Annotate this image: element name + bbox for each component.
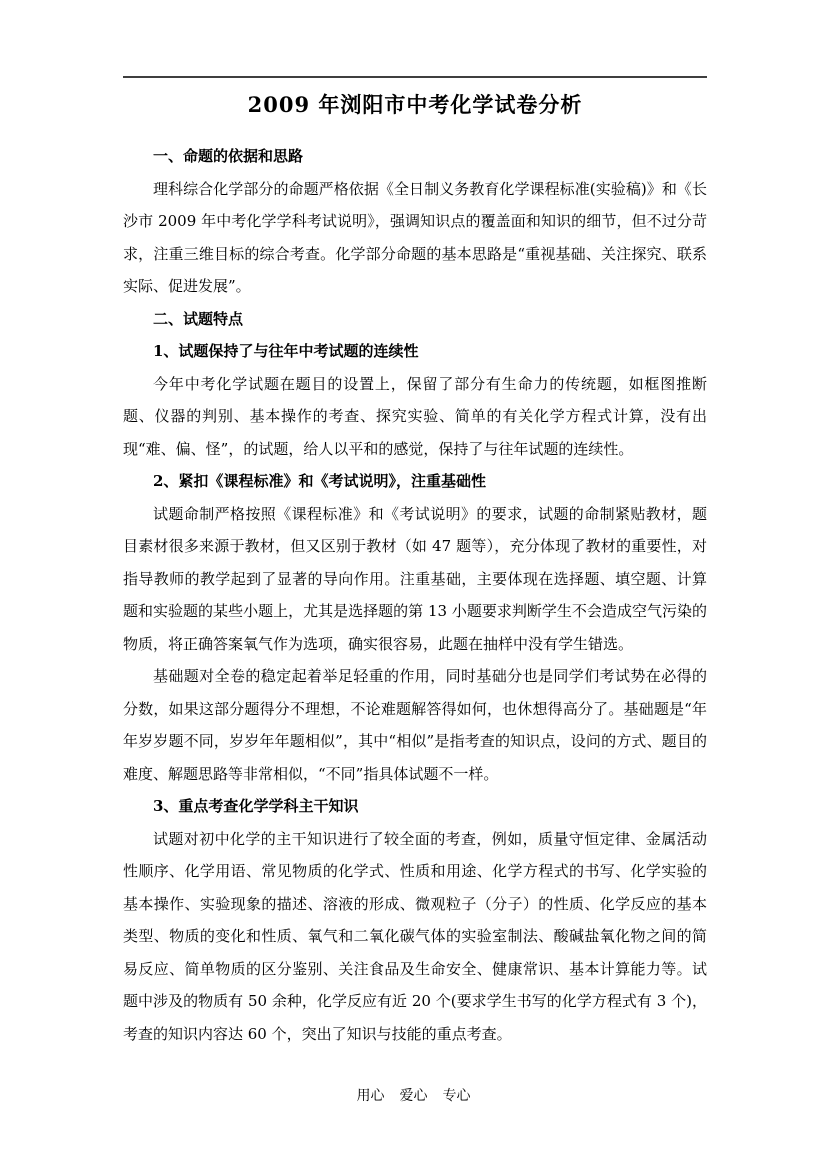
- paragraph-basis: 理科综合化学部分的命题严格依据《全日制义务教育化学课程标准(实验稿)》和《长沙市 2009 年中考化学学科考试说明》，强调知识点的覆盖面和知识的细节，但不过分苛求，注重三维目标的综合考查。化学部分命题的基本思路是“重视基础、关注探究、联系实际、促进发展”。: [123, 179, 707, 295]
- paragraph-feature-2a: 试题命制严格按照《课程标准》和《考试说明》的要求，试题的命制紧贴教材，题目素材很多来源于教材，但又区别于教材（如 47 题等），充分体现了教材的重要性，对指导教师的教学起到了显著的导向作用。注重基础，主要体现在选择题、填空题、计算题和实验题的某些小题上，尤其是选择题的第 13 小题要求判断学生不会造成空气污染的物质，将正确答案氧气作为选项，确实很容易，此题在抽样中没有学生错选。: [123, 504, 707, 653]
- footer-item-aixin: 爱心: [399, 1088, 428, 1104]
- paragraph-feature-3: 试题对初中化学的主干知识进行了较全面的考查，例如，质量守恒定律、金属活动性顺序、化学用语、常见物质的化学式、性质和用途、化学方程式的书写、化学实验的基本操作、实验现象的描述、溶液的形成、微观粒子（分子）的性质、化学反应的基本类型、物质的变化和性质、氧气和二氧化碳气体的实验室制法、酸碱盐氧化物之间的简易反应、简单物质的区分鉴别、关注食品及生命安全、健康常识、基本计算能力等。试题中涉及的物质有 50 余种，化学反应有近 20 个(要求学生书写的化学方程式有 3 个)，考查的知识内容达 60 个，突出了知识与技能的重点考查。: [123, 829, 707, 1043]
- paragraph-feature-2b: 基础题对全卷的稳定起着举足轻重的作用，同时基础分也是同学们考试势在必得的分数，如果这部分题得分不理想，不论难题解答得如何，也休想得高分了。基础题是“年年岁岁题不同，岁岁年年题相似”，其中“相似”是指考查的知识点，设问的方式、题目的难度、解题思路等非常相似，“不同”指具体试题不一样。: [123, 667, 707, 783]
- footer-item-yongxin: 用心: [356, 1088, 385, 1104]
- paragraph-feature-1: 今年中考化学试题在题目的设置上，保留了部分有生命力的传统题，如框图推断题、仪器的判别、基本操作的考查、探究实验、简单的有关化学方程式计算，没有出现“难、偏、怪”，的试题，给人以平和的感觉，保持了与往年试题的连续性。: [123, 374, 707, 458]
- document-body: [123, 140, 707, 1050]
- heading-feature-1: 1、试题保持了与往年中考试题的连续性: [153, 342, 419, 360]
- heading-section-1: 一、命题的依据和思路: [153, 147, 304, 165]
- document-content: [123, 0, 707, 1050]
- footer-item-zhuanxin: 专心: [442, 1088, 471, 1104]
- page-footer: [0, 1086, 827, 1106]
- page-title: 2009 年浏阳市中考化学试卷分析: [247, 92, 583, 117]
- heading-feature-2: 2、紧扣《课程标准》和《考试说明》，注重基础性: [153, 472, 486, 490]
- header-rule: [123, 76, 707, 78]
- heading-section-2: 二、试题特点: [153, 309, 244, 328]
- heading-feature-3: 3、重点考查化学学科主干知识: [153, 797, 359, 815]
